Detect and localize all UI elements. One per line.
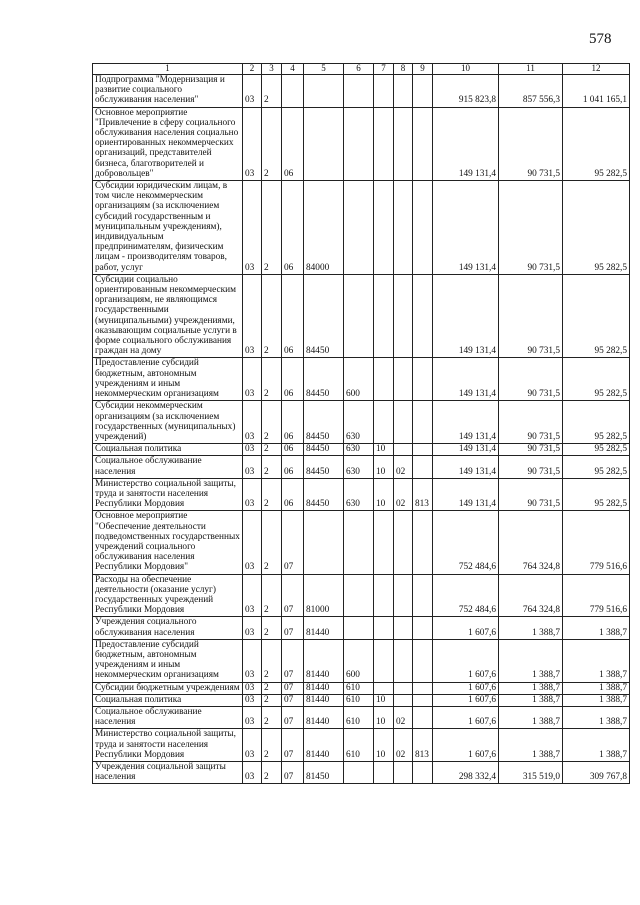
table-row: [93, 511, 630, 574]
table-row: [93, 639, 630, 682]
code-subsection-cell: [394, 682, 413, 694]
code-direction-cell: 81440: [304, 706, 344, 728]
amount-year-3-cell: 1 388,7: [563, 682, 630, 694]
code-expense-type-cell: [344, 574, 374, 617]
code-direction-cell: 84450: [304, 401, 344, 444]
code-subsection-cell: [394, 274, 413, 358]
code-direction-cell: 81000: [304, 574, 344, 617]
code-om-cell: 07: [282, 617, 304, 639]
table-row: [93, 358, 630, 401]
code-gp-cell: 03: [243, 181, 262, 275]
code-expense-type-cell: 610: [344, 706, 374, 728]
code-gp-cell: 03: [243, 639, 262, 682]
page-number: 578: [589, 31, 612, 47]
code-ministry-cell: [413, 181, 433, 275]
amount-year-3-cell: 779 516,6: [563, 511, 630, 574]
item-name-cell: Учреждения социальной защиты населения: [93, 762, 243, 784]
amount-year-3-cell: 1 388,7: [563, 639, 630, 682]
code-pp-cell: 2: [262, 706, 282, 728]
code-section-cell: [374, 762, 394, 784]
code-subsection-cell: [394, 694, 413, 706]
code-gp-cell: 03: [243, 574, 262, 617]
table-header-row: [93, 64, 630, 75]
item-name-cell: Субсидии социально ориентированным некоммерческим организациям, не являющимся государственными (муниципальными) учреждениями, оказывающим социальные услуги в форме социального обслуживания граждан на дому: [93, 274, 243, 358]
code-pp-cell: 2: [262, 729, 282, 762]
column-header: 7: [374, 64, 394, 75]
amount-year-2-cell: 315 519,0: [499, 762, 563, 784]
code-om-cell: 06: [282, 181, 304, 275]
code-om-cell: 06: [282, 401, 304, 444]
column-header: 1: [93, 64, 243, 75]
code-section-cell: [374, 274, 394, 358]
amount-year-1-cell: 1 607,6: [433, 682, 499, 694]
amount-year-2-cell: 1 388,7: [499, 729, 563, 762]
amount-year-3-cell: 779 516,6: [563, 574, 630, 617]
item-name-cell: Расходы на обеспечение деятельности (оказание услуг) государственных учреждений Республики Мордовия: [93, 574, 243, 617]
code-section-cell: [374, 401, 394, 444]
code-expense-type-cell: [344, 181, 374, 275]
amount-year-3-cell: 1 388,7: [563, 706, 630, 728]
code-ministry-cell: [413, 574, 433, 617]
amount-year-1-cell: 1 607,6: [433, 729, 499, 762]
code-pp-cell: 2: [262, 181, 282, 275]
amount-year-2-cell: 90 731,5: [499, 107, 563, 180]
code-ministry-cell: [413, 107, 433, 180]
code-section-cell: [374, 181, 394, 275]
code-pp-cell: 2: [262, 574, 282, 617]
code-subsection-cell: [394, 762, 413, 784]
code-gp-cell: 03: [243, 401, 262, 444]
code-gp-cell: 03: [243, 706, 262, 728]
amount-year-2-cell: 90 731,5: [499, 401, 563, 444]
amount-year-2-cell: 90 731,5: [499, 358, 563, 401]
code-ministry-cell: [413, 274, 433, 358]
code-pp-cell: 2: [262, 358, 282, 401]
code-subsection-cell: [394, 444, 413, 456]
code-section-cell: 10: [374, 444, 394, 456]
code-pp-cell: 2: [262, 75, 282, 108]
code-subsection-cell: [394, 511, 413, 574]
code-expense-type-cell: 630: [344, 456, 374, 478]
code-om-cell: 06: [282, 107, 304, 180]
code-subsection-cell: [394, 181, 413, 275]
column-header: 10: [433, 64, 499, 75]
amount-year-3-cell: 309 767,8: [563, 762, 630, 784]
amount-year-1-cell: 149 131,4: [433, 456, 499, 478]
table-row: [93, 181, 630, 275]
table-row: [93, 456, 630, 478]
code-pp-cell: 2: [262, 444, 282, 456]
code-direction-cell: 84450: [304, 456, 344, 478]
code-section-cell: 10: [374, 729, 394, 762]
code-expense-type-cell: 630: [344, 401, 374, 444]
amount-year-1-cell: 298 332,4: [433, 762, 499, 784]
amount-year-3-cell: 1 388,7: [563, 729, 630, 762]
amount-year-1-cell: 149 131,4: [433, 478, 499, 511]
code-direction-cell: [304, 511, 344, 574]
amount-year-1-cell: 915 823,8: [433, 75, 499, 108]
code-pp-cell: 2: [262, 107, 282, 180]
table-row: [93, 401, 630, 444]
item-name-cell: Министерство социальной защиты, труда и занятости населения Республики Мордовия: [93, 729, 243, 762]
code-direction-cell: 81440: [304, 617, 344, 639]
code-direction-cell: 84450: [304, 444, 344, 456]
amount-year-1-cell: 149 131,4: [433, 401, 499, 444]
amount-year-1-cell: 752 484,6: [433, 574, 499, 617]
code-gp-cell: 03: [243, 107, 262, 180]
code-pp-cell: 2: [262, 762, 282, 784]
item-name-cell: Предоставление субсидий бюджетным, автономным учреждениям и иным некоммерческим организациям: [93, 358, 243, 401]
code-om-cell: 07: [282, 639, 304, 682]
amount-year-1-cell: 1 607,6: [433, 706, 499, 728]
code-expense-type-cell: [344, 107, 374, 180]
table-row: [93, 574, 630, 617]
code-ministry-cell: 813: [413, 729, 433, 762]
item-name-cell: Социальное обслуживание населения: [93, 456, 243, 478]
code-gp-cell: 03: [243, 456, 262, 478]
column-header: 9: [413, 64, 433, 75]
column-header: 2: [243, 64, 262, 75]
code-ministry-cell: [413, 639, 433, 682]
code-ministry-cell: [413, 706, 433, 728]
table-row: [93, 706, 630, 728]
code-direction-cell: 81440: [304, 682, 344, 694]
amount-year-2-cell: 1 388,7: [499, 694, 563, 706]
item-name-cell: Основное мероприятие "Обеспечение деятельности подведомственных государственных учреждений социального обслуживания населения Республики Мордовия": [93, 511, 243, 574]
code-pp-cell: 2: [262, 456, 282, 478]
code-om-cell: 07: [282, 511, 304, 574]
code-gp-cell: 03: [243, 762, 262, 784]
code-subsection-cell: [394, 639, 413, 682]
item-name-cell: Учреждения социального обслуживания населения: [93, 617, 243, 639]
amount-year-3-cell: 95 282,5: [563, 444, 630, 456]
amount-year-3-cell: 95 282,5: [563, 456, 630, 478]
code-om-cell: 07: [282, 762, 304, 784]
code-subsection-cell: 02: [394, 456, 413, 478]
table-row: [93, 694, 630, 706]
code-om-cell: 06: [282, 444, 304, 456]
code-om-cell: 06: [282, 456, 304, 478]
amount-year-2-cell: 90 731,5: [499, 456, 563, 478]
code-gp-cell: 03: [243, 75, 262, 108]
code-pp-cell: 2: [262, 682, 282, 694]
code-om-cell: 07: [282, 574, 304, 617]
amount-year-3-cell: 95 282,5: [563, 358, 630, 401]
item-name-cell: Субсидии юридическим лицам, в том числе некоммерческим организациям (за исключением субсидий государственным и муниципальным учреждениям), индивидуальным предпринимателям, физическим лицам - производителям товаров, работ, услуг: [93, 181, 243, 275]
amount-year-3-cell: 95 282,5: [563, 478, 630, 511]
code-expense-type-cell: 610: [344, 694, 374, 706]
code-section-cell: 10: [374, 478, 394, 511]
item-name-cell: Социальная политика: [93, 444, 243, 456]
amount-year-2-cell: 1 388,7: [499, 706, 563, 728]
code-ministry-cell: [413, 401, 433, 444]
code-ministry-cell: [413, 358, 433, 401]
code-section-cell: [374, 682, 394, 694]
item-name-cell: Подпрограмма "Модернизация и развитие социального обслуживания населения": [93, 75, 243, 108]
code-section-cell: [374, 617, 394, 639]
amount-year-3-cell: 1 388,7: [563, 694, 630, 706]
code-om-cell: 06: [282, 274, 304, 358]
column-header: 5: [304, 64, 344, 75]
code-ministry-cell: [413, 511, 433, 574]
code-pp-cell: 2: [262, 274, 282, 358]
table-row: [93, 274, 630, 358]
code-gp-cell: 03: [243, 444, 262, 456]
code-gp-cell: 03: [243, 617, 262, 639]
code-direction-cell: 81440: [304, 729, 344, 762]
column-header: 4: [282, 64, 304, 75]
code-gp-cell: 03: [243, 478, 262, 511]
table-row: [93, 762, 630, 784]
code-gp-cell: 03: [243, 274, 262, 358]
code-gp-cell: 03: [243, 682, 262, 694]
code-section-cell: 10: [374, 456, 394, 478]
code-gp-cell: 03: [243, 729, 262, 762]
item-name-cell: Министерство социальной защиты, труда и занятости населения Республики Мордовия: [93, 478, 243, 511]
code-subsection-cell: [394, 75, 413, 108]
table-body: [93, 75, 630, 784]
code-direction-cell: 84450: [304, 274, 344, 358]
amount-year-3-cell: 1 388,7: [563, 617, 630, 639]
code-om-cell: 06: [282, 478, 304, 511]
code-subsection-cell: [394, 401, 413, 444]
amount-year-2-cell: 1 388,7: [499, 639, 563, 682]
table-row: [93, 107, 630, 180]
code-direction-cell: [304, 107, 344, 180]
code-om-cell: 07: [282, 729, 304, 762]
code-ministry-cell: [413, 762, 433, 784]
code-section-cell: [374, 107, 394, 180]
code-direction-cell: [304, 75, 344, 108]
code-om-cell: 07: [282, 706, 304, 728]
item-name-cell: Социальное обслуживание населения: [93, 706, 243, 728]
amount-year-2-cell: 90 731,5: [499, 274, 563, 358]
code-expense-type-cell: 610: [344, 729, 374, 762]
code-ministry-cell: 813: [413, 478, 433, 511]
code-direction-cell: 84450: [304, 478, 344, 511]
table-row: [93, 682, 630, 694]
code-expense-type-cell: 630: [344, 444, 374, 456]
code-expense-type-cell: 600: [344, 358, 374, 401]
code-direction-cell: 84450: [304, 358, 344, 401]
code-pp-cell: 2: [262, 478, 282, 511]
code-ministry-cell: [413, 682, 433, 694]
code-ministry-cell: [413, 694, 433, 706]
code-ministry-cell: [413, 456, 433, 478]
code-subsection-cell: [394, 358, 413, 401]
code-direction-cell: 84000: [304, 181, 344, 275]
item-name-cell: Субсидии бюджетным учреждениям: [93, 682, 243, 694]
code-om-cell: 07: [282, 682, 304, 694]
code-section-cell: [374, 574, 394, 617]
code-gp-cell: 03: [243, 694, 262, 706]
code-section-cell: [374, 639, 394, 682]
code-pp-cell: 2: [262, 694, 282, 706]
code-om-cell: [282, 75, 304, 108]
code-ministry-cell: [413, 617, 433, 639]
code-section-cell: [374, 75, 394, 108]
amount-year-1-cell: 149 131,4: [433, 107, 499, 180]
code-subsection-cell: 02: [394, 478, 413, 511]
amount-year-1-cell: 149 131,4: [433, 444, 499, 456]
code-expense-type-cell: [344, 511, 374, 574]
amount-year-1-cell: 752 484,6: [433, 511, 499, 574]
item-name-cell: Основное мероприятие "Привлечение в сферу социального обслуживания населения социально ориентированных некоммерческих организаций, представителей бизнеса, благотворителей и добровольцев": [93, 107, 243, 180]
amount-year-3-cell: 1 041 165,1: [563, 75, 630, 108]
code-subsection-cell: [394, 617, 413, 639]
code-pp-cell: 2: [262, 401, 282, 444]
code-section-cell: [374, 358, 394, 401]
column-header: 3: [262, 64, 282, 75]
item-name-cell: Субсидии некоммерческим организациям (за исключением государственных (муниципальных) учреждений): [93, 401, 243, 444]
amount-year-2-cell: 857 556,3: [499, 75, 563, 108]
table-row: [93, 617, 630, 639]
code-expense-type-cell: [344, 274, 374, 358]
amount-year-1-cell: 1 607,6: [433, 694, 499, 706]
code-section-cell: [374, 511, 394, 574]
amount-year-1-cell: 149 131,4: [433, 274, 499, 358]
code-expense-type-cell: [344, 75, 374, 108]
table-row: [93, 75, 630, 108]
code-om-cell: 07: [282, 694, 304, 706]
amount-year-2-cell: 764 324,8: [499, 574, 563, 617]
code-pp-cell: 2: [262, 617, 282, 639]
amount-year-2-cell: 1 388,7: [499, 617, 563, 639]
code-expense-type-cell: 610: [344, 682, 374, 694]
code-om-cell: 06: [282, 358, 304, 401]
amount-year-1-cell: 149 131,4: [433, 358, 499, 401]
amount-year-1-cell: 1 607,6: [433, 639, 499, 682]
amount-year-2-cell: 90 731,5: [499, 444, 563, 456]
amount-year-3-cell: 95 282,5: [563, 107, 630, 180]
table-row: [93, 729, 630, 762]
amount-year-3-cell: 95 282,5: [563, 274, 630, 358]
code-expense-type-cell: 600: [344, 639, 374, 682]
code-subsection-cell: [394, 574, 413, 617]
column-header: 8: [394, 64, 413, 75]
table-row: [93, 478, 630, 511]
code-direction-cell: 81440: [304, 639, 344, 682]
code-subsection-cell: 02: [394, 706, 413, 728]
code-ministry-cell: [413, 75, 433, 108]
amount-year-3-cell: 95 282,5: [563, 401, 630, 444]
table-row: [93, 444, 630, 456]
amount-year-1-cell: 1 607,6: [433, 617, 499, 639]
column-header: 12: [563, 64, 630, 75]
code-subsection-cell: 02: [394, 729, 413, 762]
amount-year-2-cell: 90 731,5: [499, 181, 563, 275]
code-gp-cell: 03: [243, 511, 262, 574]
code-direction-cell: 81450: [304, 762, 344, 784]
amount-year-2-cell: 90 731,5: [499, 478, 563, 511]
code-section-cell: 10: [374, 694, 394, 706]
code-expense-type-cell: 630: [344, 478, 374, 511]
amount-year-2-cell: 764 324,8: [499, 511, 563, 574]
amount-year-2-cell: 1 388,7: [499, 682, 563, 694]
code-pp-cell: 2: [262, 511, 282, 574]
code-direction-cell: 81440: [304, 694, 344, 706]
code-pp-cell: 2: [262, 639, 282, 682]
item-name-cell: Социальная политика: [93, 694, 243, 706]
column-header: 11: [499, 64, 563, 75]
item-name-cell: Предоставление субсидий бюджетным, автономным учреждениям и иным некоммерческим организациям: [93, 639, 243, 682]
amount-year-3-cell: 95 282,5: [563, 181, 630, 275]
code-section-cell: 10: [374, 706, 394, 728]
code-expense-type-cell: [344, 617, 374, 639]
column-header: 6: [344, 64, 374, 75]
code-expense-type-cell: [344, 762, 374, 784]
code-gp-cell: 03: [243, 358, 262, 401]
budget-table: [92, 63, 630, 784]
code-subsection-cell: [394, 107, 413, 180]
code-ministry-cell: [413, 444, 433, 456]
amount-year-1-cell: 149 131,4: [433, 181, 499, 275]
